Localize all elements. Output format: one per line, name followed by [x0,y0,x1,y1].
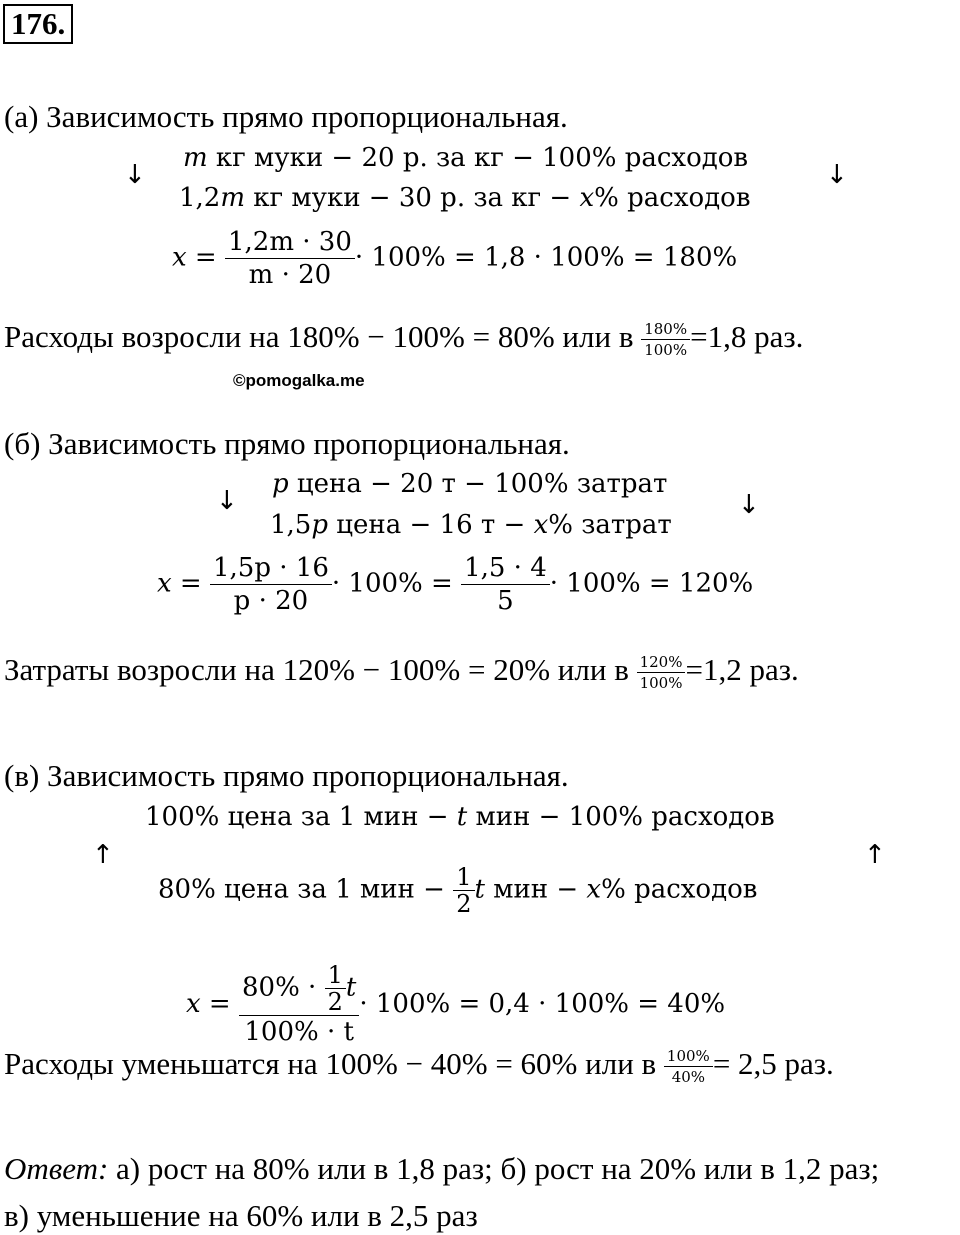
denominator: 40% [671,1068,706,1087]
conclusion-text: Расходы возросли на 180% − 100% = 80% или в [4,319,642,354]
part-c-row-1 [145,799,775,835]
part-a-left-arrow: ↓ [124,160,146,190]
var-x: x [533,510,549,540]
part-b-conclusion [4,651,799,693]
var-x: x [157,568,172,599]
part-c-left-arrow: ↑ [92,840,114,870]
equation-rest: · 100% = 120% [549,568,754,599]
row-text: % расходов [594,183,751,213]
row-text: 80% цена за 1 мин − [158,874,454,905]
watermark: ©pomogalka.me [233,371,365,390]
var-t: t [345,972,357,1003]
denominator: p · 20 [233,586,309,616]
answer-line-1 [4,1150,879,1188]
part-b-row-1 [272,466,667,502]
equals: = [186,242,225,273]
part-a-equation [172,226,737,291]
problem-number: 176. [3,4,73,44]
equation-rest: · 100% = 1,8 · 100% = 180% [354,242,738,273]
var-p: p [272,469,289,499]
numerator: 1,5p · 16 [210,552,332,585]
var-m: m [220,183,246,213]
half-fraction [453,864,474,917]
denominator: 100% [644,341,688,360]
row-text: кг муки − 30 р. за кг − [245,183,580,213]
part-a-row-2 [179,180,750,216]
part-a-row-1 [183,140,748,176]
conclusion-text: Расходы уменьшатся на 100% − 40% = 60% или в [4,1046,664,1081]
var-x: x [172,242,187,273]
var-m: m [183,143,208,173]
numerator: 1,2m · 30 [225,226,355,259]
row-text: цена − 16 т − [328,510,534,540]
equation-rest: · 100% = 0,4 · 100% = 40% [359,989,726,1019]
var-x: x [579,183,595,213]
denominator: 2 [327,988,343,1016]
var-x: x [586,874,602,905]
row-text: кг муки − 20 р. за кг − 100% расходов [207,143,749,173]
part-c-right-arrow: ↑ [864,840,886,870]
numerator: 100% [664,1046,713,1067]
row-text: 100% цена за 1 мин − [145,802,457,832]
part-c-conclusion [4,1045,834,1087]
fraction [239,962,359,1048]
denominator: 2 [456,890,472,918]
coef: 1,2 [179,183,221,213]
answer-line-2: в) уменьшение на 60% или в 2,5 раз [4,1198,478,1233]
part-b-row-2 [270,507,672,543]
numerator: 1,5 · 4 [461,552,550,585]
half-fraction [325,962,346,1015]
ratio-fraction [641,319,690,360]
conclusion-tail: = 2,5 раз. [712,1046,834,1081]
var-x: x [186,989,201,1019]
row-text: цена − 20 т − 100% затрат [288,469,668,499]
ratio-fraction [637,652,686,693]
numerator: 120% [637,652,686,673]
part-b-equation [157,552,753,617]
part-c-heading: (в) Зависимость прямо пропорциональная. [4,758,569,793]
conclusion-text: Затраты возросли на 120% − 100% = 20% или в [4,652,637,687]
equation-mid: · 100% = [331,568,462,599]
answer-label: Ответ: [4,1151,109,1186]
numerator [239,962,359,1016]
part-a-heading: (а) Зависимость прямо пропорциональная. [4,99,568,134]
numerator: 1 [453,864,474,891]
coef: 1,5 [270,510,312,540]
num-pre: 80% · [242,972,325,1003]
part-c-row-2 [158,864,757,917]
fraction-1 [210,552,332,617]
var-t: t [456,802,468,832]
part-b-heading: (б) Зависимость прямо пропорциональная. [4,426,570,461]
answer-text: а) рост на 80% или в 1,8 раз; б) рост на 20% или в 1,2 раз; [108,1151,880,1186]
equals: = [200,989,239,1019]
part-a-right-arrow: ↓ [826,160,848,190]
denominator: 100% [639,674,683,693]
denominator: m · 20 [248,260,332,290]
var-t: t [474,874,485,905]
numerator: 180% [641,319,690,340]
part-a-conclusion [4,318,803,360]
conclusion-tail: =1,8 раз. [690,319,804,354]
fraction-2 [461,552,550,617]
denominator: 100% · t [244,1017,354,1047]
numerator: 1 [325,962,346,989]
row-text: % расходов [601,874,758,905]
row-text: мин − 100% расходов [467,802,775,832]
denominator: 5 [497,586,514,616]
row-text: % затрат [548,510,672,540]
ratio-fraction [664,1046,713,1087]
conclusion-tail: =1,2 раз. [685,652,799,687]
part-b-right-arrow: ↓ [738,490,760,520]
part-c-equation [186,962,725,1048]
part-b-left-arrow: ↓ [216,486,238,516]
fraction [225,226,355,291]
var-p: p [311,510,329,540]
equals: = [171,568,210,599]
row-text: мин − [484,874,587,905]
